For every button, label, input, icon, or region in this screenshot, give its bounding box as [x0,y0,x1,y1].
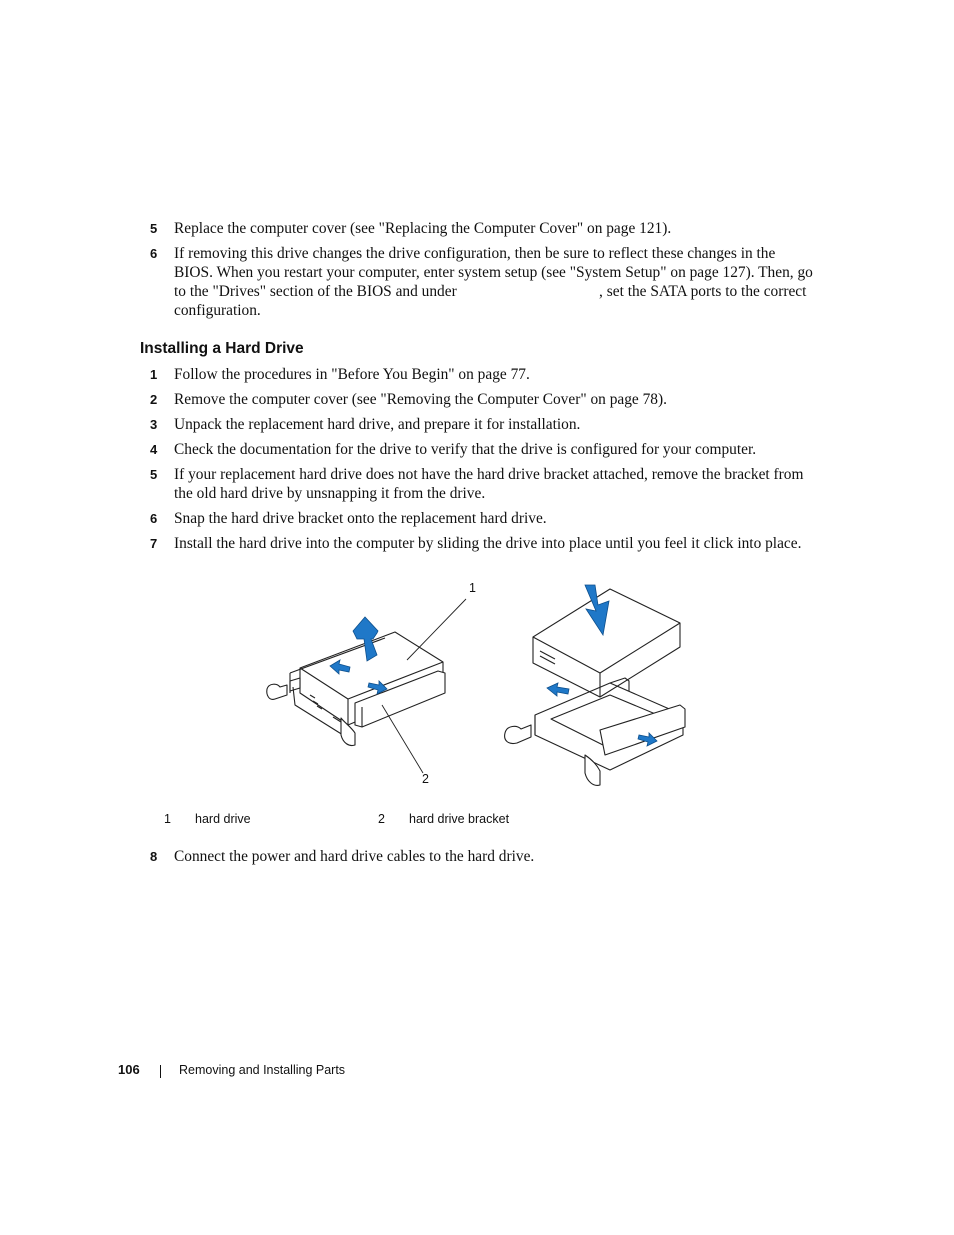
step-number: 5 [150,467,158,482]
step-number: 4 [150,442,158,457]
step-text: Follow the procedures in "Before You Begin" on page 77. [174,366,530,383]
step-text: Remove the computer cover (see "Removing the Computer Cover" on page 78). [174,391,667,408]
step-number: 6 [150,246,158,261]
step-text: Check the documentation for the drive to verify that the drive is configured for your computer. [174,441,757,458]
step-number: 6 [150,511,158,526]
step-number: 5 [150,221,158,236]
step-number: 2 [150,392,158,407]
step-text: Connect the power and hard drive cables to the hard drive. [174,848,535,865]
step-text: Replace the computer cover (see "Replacing the Computer Cover" on page 121). [174,220,672,237]
step-text: If your replacement hard drive does not have the hard drive bracket attached, remove the bracket from the old hard drive by unsnapping it from the drive. [174,466,804,502]
legend-label-2: hard drive bracket [409,812,510,826]
arrow-left-icon-2 [547,683,569,696]
step-number: 7 [150,536,158,551]
step-text: Unpack the replacement hard drive, and prepare it for installation. [174,416,581,433]
callout-2: 2 [422,772,429,786]
step-number: 1 [150,367,158,382]
step-text: Snap the hard drive bracket onto the replacement hard drive. [174,510,547,527]
chapter-title: Removing and Installing Parts [179,1063,346,1077]
section-heading: Installing a Hard Drive [140,340,304,357]
illustration-svg [255,575,695,795]
legend-label-1: hard drive [195,812,251,826]
page-footer [0,1061,954,1081]
legend-num-1: 1 [164,812,171,826]
legend-num-2: 2 [378,812,385,826]
step-text: Install the hard drive into the computer by sliding the drive into place until you feel it click into place. [174,535,802,552]
hard-drive-bracket-illustration [255,575,695,795]
figure-legend [0,810,954,830]
callout-1: 1 [469,581,476,595]
footer-divider [160,1065,161,1078]
step-text: If removing this drive changes the drive configuration, then be sure to reflect these changes in the BIOS. When you restart your computer, enter system setup (see "System Setup" on page 127). Then, go to the "Drives" section of the BIOS and under , set the SATA ports to the correct configuration. [174,245,813,319]
step-number: 8 [150,849,158,864]
page-number: 106 [118,1062,140,1077]
step-number: 3 [150,417,158,432]
